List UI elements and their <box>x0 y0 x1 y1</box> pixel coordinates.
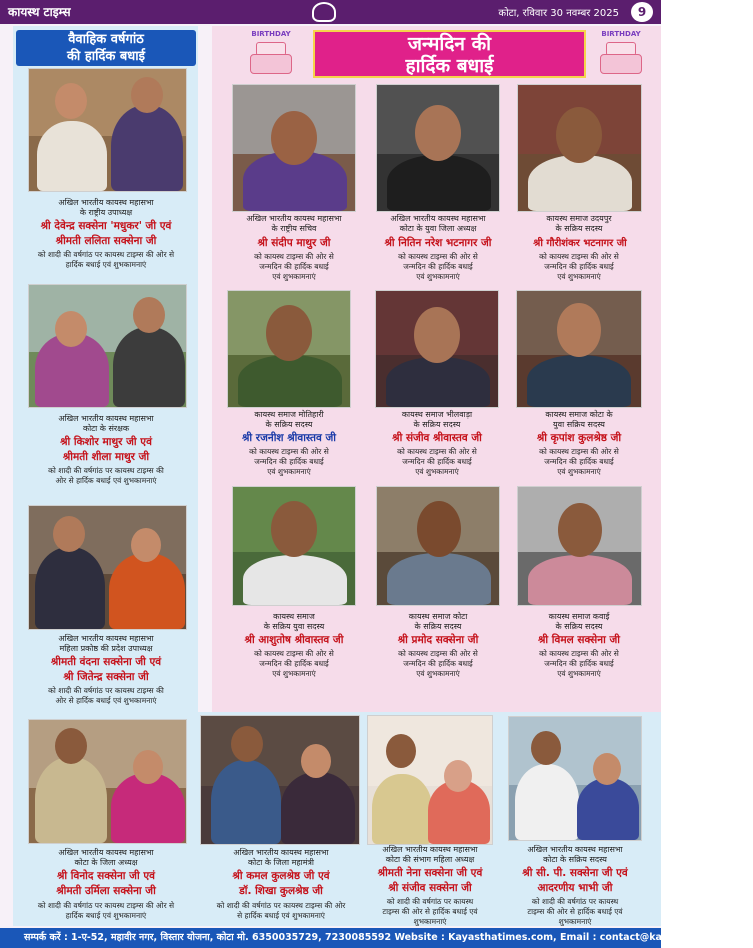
issue-date: कोटा, रविवार 30 नवम्बर 2025 <box>498 8 619 19</box>
birthday-cake-icon-right <box>596 30 646 76</box>
bottom-4-name1: श्री सी. पी. सक्सेना जी एवं <box>522 867 628 879</box>
bottom-4-desc: अखिल भारतीय कायस्थ महासभा कोटा के सक्रिय सदस्य <box>527 845 623 864</box>
bottom-2-name2: डॉ. शिखा कुलश्रेष्ठ जी <box>239 885 323 897</box>
bday-1-name: श्री संदीप माथुर जी <box>257 237 331 249</box>
bottom-1-name1: श्री विनोद सक्सेना जी एवं <box>56 870 155 882</box>
birthday-photo-9 <box>517 486 642 606</box>
bday-3-name: श्री गौरीशंकर भटनागर जी <box>533 238 627 249</box>
bottom-3-wish: को शादी की वर्षगांठ पर कायस्थ टाइम्स की ओर से हार्दिक बधाई एवं शुभकामनाएं <box>382 897 478 926</box>
bday-4-name: श्री रजनीश श्रीवास्तव जी <box>241 432 337 444</box>
anniv-1-name2: श्रीमती ललिता सक्सेना जी <box>55 235 157 247</box>
bday-9-wish: को कायस्थ टाइम्स की ओर से जन्मदिन की हार्दिक बधाई एवं शुभकामनाएं <box>539 649 619 678</box>
birthday-photo-3 <box>517 84 642 212</box>
anniv-3-wish: को शादी की वर्षगांठ पर कायस्थ टाइम्स की ओर से हार्दिक बधाई एवं शुभकामनाएं <box>48 686 164 705</box>
bday-2-wish: को कायस्थ टाइम्स की ओर से जन्मदिन की हार्दिक बधाई एवं शुभकामनाएं <box>398 252 478 281</box>
birthday-photo-8 <box>376 486 500 606</box>
paper-name: कायस्थ टाइम्स <box>8 5 71 19</box>
bday-9-name: श्री विमल सक्सेना जी <box>538 634 620 646</box>
birthday-photo-6 <box>516 290 642 408</box>
couple-photo-2 <box>28 284 187 408</box>
pen-logo-icon <box>312 2 336 22</box>
bottom-1-desc: अखिल भारतीय कायस्थ महासभा कोटा के जिला अध्यक्ष <box>58 848 154 867</box>
bday-1-desc: अखिल भारतीय कायस्थ महासभा के राष्ट्रीय सचिव <box>246 214 342 233</box>
birthday-photo-5 <box>375 290 499 408</box>
bottom-4-wish: को शादी की वर्षगांठ पर कायस्थ टाइम्स की ओर से हार्दिक बधाई एवं शुभकामनाएं <box>527 897 623 926</box>
bottom-couple-photo-1 <box>28 719 187 844</box>
bday-8-wish: को कायस्थ टाइम्स की ओर से जन्मदिन की हार्दिक बधाई एवं शुभकामनाएं <box>398 649 478 678</box>
bottom-couple-photo-2 <box>200 715 360 845</box>
bday-7-desc: कायस्थ समाज के सक्रिय युवा सदस्य <box>263 612 325 631</box>
bday-7-wish: को कायस्थ टाइम्स की ओर से जन्मदिन की हार्दिक बधाई एवं शुभकामनाएं <box>254 649 334 678</box>
birthday-cake-icon-left <box>246 30 296 76</box>
bday-6-name: श्री कृपांश कुलश्रेष्ठ जी <box>536 432 622 444</box>
anniv-2-name1: श्री किशोर माथुर जी एवं <box>60 436 152 448</box>
bottom-2-name1: श्री कमल कुलश्रेष्ठ जी एवं <box>232 870 330 882</box>
anniv-1-desc: अखिल भारतीय कायस्थ महासभा के राष्ट्रीय उपाध्यक्ष <box>58 198 154 217</box>
bday-6-wish: को कायस्थ टाइम्स की ओर से जन्मदिन की हार्दिक बधाई एवं शुभकामनाएं <box>539 447 619 476</box>
bday-3-desc: कायस्थ समाज उदयपुर के सक्रिय सदस्य <box>546 214 612 233</box>
anniv-3-desc: अखिल भारतीय कायस्थ महासभा महिला प्रकोष्ठ की प्रदेश उपाध्यक्ष <box>58 634 154 653</box>
bottom-4-name2: आदरणीय भाभी जी <box>537 882 613 894</box>
header-bar <box>0 0 661 24</box>
footer-contact: सम्पर्क करें : 1-ए-52, महावीर नगर, विस्तार योजना, कोटा मो. 6350035729, 7230085592 Website : Kayasthatimes.com, Email : contact@kayasthatimes.com <box>0 928 661 948</box>
bottom-couple-photo-4 <box>508 716 642 841</box>
anniv-3-name2: श्री जितेन्द्र सक्सेना जी <box>63 671 149 683</box>
bday-8-desc: कायस्थ समाज कोटा के सक्रिय सदस्य <box>408 612 468 631</box>
bday-6-desc: कायस्थ समाज कोटा के युवा सक्रिय सदस्य <box>545 410 613 429</box>
bday-4-wish: को कायस्थ टाइम्स की ओर से जन्मदिन की हार्दिक बधाई एवं शुभकामनाएं <box>249 447 329 476</box>
anniv-1-name1: श्री देवेन्द्र सक्सेना 'मधुकर' जी एवं <box>40 220 172 232</box>
cake-label-left: BIRTHDAY <box>251 30 291 38</box>
bday-3-wish: को कायस्थ टाइम्स की ओर से जन्मदिन की हार्दिक बधाई एवं शुभकामनाएं <box>539 252 619 281</box>
anniv-2-wish: को शादी की वर्षगांठ पर कायस्थ टाइम्स की ओर से हार्दिक बधाई एवं शुभकामनाएं <box>48 466 164 485</box>
anniversary-banner-line1: वैवाहिक वर्षगांठ <box>68 32 144 47</box>
bday-2-name: श्री नितिन नरेश भटनागर जी <box>384 237 492 249</box>
bday-5-name: श्री संजीव श्रीवास्तव जी <box>392 432 482 444</box>
couple-photo-3 <box>28 505 187 630</box>
couple-photo-1 <box>28 68 187 192</box>
bottom-3-desc: अखिल भारतीय कायस्थ महासभा कोटा की संभाग महिला अध्यक्ष <box>382 845 478 864</box>
birthday-banner <box>313 30 586 78</box>
bday-7-name: श्री आशुतोष श्रीवास्तव जी <box>244 634 344 646</box>
birthday-banner-line2: हार्दिक बधाई <box>405 55 494 77</box>
bottom-2-desc: अखिल भारतीय कायस्थ महासभा कोटा के जिला महामंत्री <box>233 848 329 867</box>
anniversary-banner-line2: की हार्दिक बधाई <box>66 49 146 64</box>
bday-1-wish: को कायस्थ टाइम्स की ओर से जन्मदिन की हार्दिक बधाई एवं शुभकामनाएं <box>254 252 334 281</box>
anniv-3-name1: श्रीमती वंदना सक्सेना जी एवं <box>50 656 162 668</box>
bottom-couple-photo-3 <box>367 715 493 845</box>
bday-9-desc: कायस्थ समाज कवाई के सक्रिय सदस्य <box>548 612 610 631</box>
bday-4-desc: कायस्थ समाज मोतिहारी के सक्रिय सदस्य <box>254 410 324 429</box>
birthday-photo-4 <box>227 290 351 408</box>
bottom-3-name2: श्री संजीव सक्सेना जी <box>388 882 472 894</box>
anniv-1-wish: को शादी की वर्षगांठ पर कायस्थ टाइम्स की ओर से हार्दिक बधाई एवं शुभकामनाएं <box>37 250 175 269</box>
bottom-3-name1: श्रीमती नेना सक्सेना जी एवं <box>377 867 483 879</box>
cake-label-right: BIRTHDAY <box>601 30 641 38</box>
birthday-banner-line1: जन्मदिन की <box>407 33 492 55</box>
bottom-1-wish: को शादी की वर्षगांठ पर कायस्थ टाइम्स की ओर से हार्दिक बधाई एवं शुभकामनाएं <box>37 901 175 920</box>
birthday-photo-1 <box>232 84 356 212</box>
anniv-2-name2: श्रीमती शीला माथुर जी <box>62 451 150 463</box>
anniv-2-desc: अखिल भारतीय कायस्थ महासभा कोटा के संरक्षक <box>58 414 154 433</box>
bday-5-desc: कायस्थ समाज भीलवाड़ा के सक्रिय सदस्य <box>401 410 473 429</box>
bottom-2-wish: को शादी की वर्षगांठ पर कायस्थ टाइम्स की ओर से हार्दिक बधाई एवं शुभकामनाएं <box>216 901 346 920</box>
bday-8-name: श्री प्रमोद सक्सेना जी <box>397 634 479 646</box>
bottom-1-name2: श्रीमती उर्मिला सक्सेना जी <box>56 885 156 897</box>
birthday-photo-2 <box>376 84 500 212</box>
page-number: 9 <box>631 2 653 22</box>
bday-2-desc: अखिल भारतीय कायस्थ महासभा कोटा के युवा जिला अध्यक्ष <box>390 214 486 233</box>
bday-5-wish: को कायस्थ टाइम्स की ओर से जन्मदिन की हार्दिक बधाई एवं शुभकामनाएं <box>397 447 477 476</box>
birthday-photo-7 <box>232 486 356 606</box>
anniversary-banner <box>16 30 196 66</box>
